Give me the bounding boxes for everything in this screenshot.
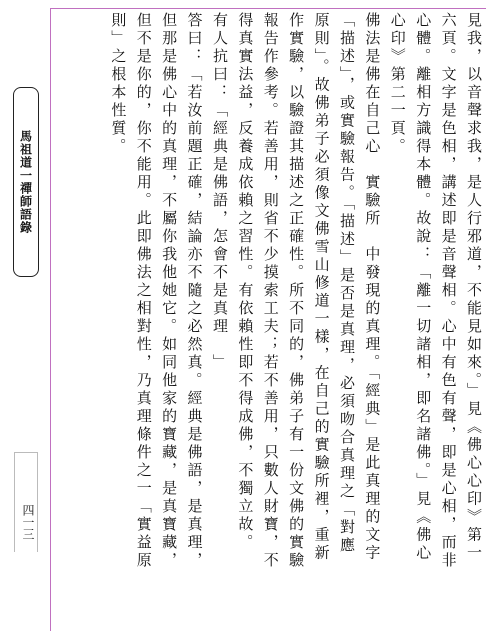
text-column: 但不是你的，你不能用。此即佛法之相對性，乃真理條件之一「實益原	[134, 12, 153, 570]
page-number: 四一三	[14, 452, 38, 552]
text-column: 佛法是佛在自己心 實驗所 中發現的真理。「經典」是此真理的文字	[363, 12, 382, 563]
text-column: 見我，以音聲求我，是人行邪道，不能見如來。」見《佛心心印》第一	[465, 12, 483, 563]
text-column: 有人抗曰：「經典是佛語，怎會不是真理 」	[210, 12, 229, 372]
text-column: 「描述」，或實驗報告。「描述」是否是真理，必須吻合真理之「對應	[337, 12, 356, 555]
text-body	[56, 10, 486, 620]
text-column: 原則」。故佛弟子必須像文佛雪山修道一樣，在自己的實驗所裡，重新	[312, 12, 331, 563]
text-column: 但那是佛心中的真理，不屬你我他她它。如同他家的寶藏，是真寶藏，	[160, 12, 179, 570]
text-column: 則」之根本性質。	[109, 12, 128, 156]
text-column: 報告作參考。若善用，則省不少摸索工夫；若不善用，只數人財寶，不	[261, 12, 280, 570]
text-column: 六頁。文字是色相，講述即是音聲相。心中有色有聲，即是心相，而非	[439, 12, 458, 570]
text-column: 心印》第二一頁。	[388, 12, 407, 156]
text-column: 心體。離相方識得本體。故說：「離一切諸相，即名諸佛。」見《佛心	[414, 12, 433, 563]
text-column: 得真實法益，反養成依賴之習性。有依賴性即不得成佛，不獨立故。	[236, 12, 255, 552]
book-title-label: 馬祖道一禪師語錄	[13, 87, 39, 277]
text-column: 作實驗，以驗證其描述之正確性。所不同的，佛弟子有一份文佛的實驗	[287, 12, 306, 570]
text-column: 答曰：「若汝前題正確，結論亦不隨之必然真。經典是佛語，是真理，	[185, 12, 204, 570]
